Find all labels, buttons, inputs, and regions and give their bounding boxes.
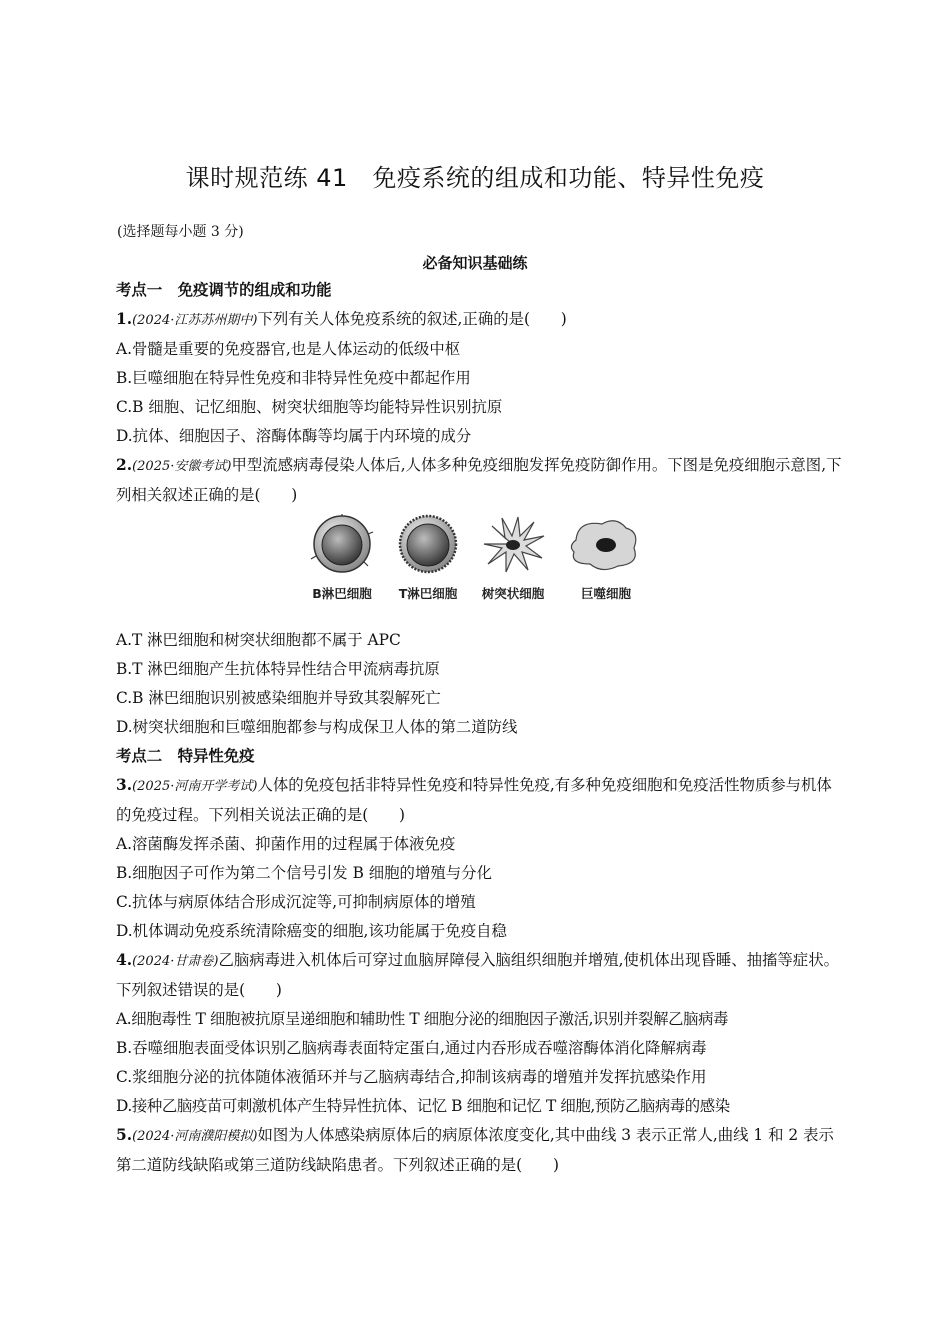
option-c: C.抗体与病原体结合形成沉淀等,可抑制病原体的增殖 bbox=[116, 893, 476, 911]
section-heading: 必备知识基础练 bbox=[422, 254, 528, 272]
question-number: 1 bbox=[116, 310, 127, 328]
topic-heading-2: 考点二 特异性免疫 bbox=[116, 747, 255, 765]
option-d: D.机体调动免疫系统清除癌变的细胞,该功能属于免疫自稳 bbox=[116, 922, 507, 940]
figure-label-t-lymphocyte: T淋巴细胞 bbox=[398, 586, 458, 601]
option-d: D.抗体、细胞因子、溶酶体酶等均属于内环境的成分 bbox=[116, 427, 472, 445]
question-text: 甲型流感病毒侵染人体后,人体多种免疫细胞发挥免疫防御作用。下图是免疫细胞示意图,下列相关叙述正确的是( ) bbox=[116, 456, 842, 504]
option-d: D.接种乙脑疫苗可刺激机体产生特异性抗体、记忆 B 细胞和记忆 T 细胞,预防乙脑病毒的感染 bbox=[116, 1097, 730, 1115]
option-a: A.细胞毒性 T 细胞被抗原呈递细胞和辅助性 T 细胞分泌的细胞因子激活,识别并裂解乙脑病毒 bbox=[116, 1010, 729, 1028]
question-source: (2025·安徽考试) bbox=[132, 459, 232, 474]
question-source: (2024·江苏苏州期中) bbox=[132, 313, 258, 328]
immune-cells-figure bbox=[116, 510, 844, 626]
question-4-stem: 4.(2024·甘肃卷)乙脑病毒进入机体后可穿过血脑屏障侵入脑组织细胞并增殖,使机体出现昏睡、抽搐等症状。下列叙述错误的是( ) bbox=[116, 951, 839, 999]
question-text: 人体的免疫包括非特异性免疫和特异性免疫,有多种免疫细胞和免疫活性物质参与机体的免疫过程。下列相关说法正确的是( ) bbox=[116, 776, 832, 824]
question-number: 5 bbox=[116, 1126, 127, 1144]
question-text: 乙脑病毒进入机体后可穿过血脑屏障侵入脑组织细胞并增殖,使机体出现昏睡、抽搐等症状。下列叙述错误的是( ) bbox=[116, 951, 839, 999]
option-b: B.巨噬细胞在特异性免疫和非特异性免疫中都起作用 bbox=[116, 369, 471, 387]
question-source: (2025·河南开学考试) bbox=[132, 779, 258, 794]
question-number: 3 bbox=[116, 776, 127, 794]
page-title: 课时规范练 41 免疫系统的组成和功能、特异性免疫 bbox=[185, 164, 765, 192]
question-number: 2 bbox=[116, 456, 127, 474]
question-2-stem: 2.(2025·安徽考试)甲型流感病毒侵染人体后,人体多种免疫细胞发挥免疫防御作用。下图是免疫细胞示意图,下列相关叙述正确的是( ) bbox=[116, 456, 842, 504]
option-c: C.B 细胞、记忆细胞、树突状细胞等均能特异性识别抗原 bbox=[116, 398, 503, 416]
questions-body bbox=[116, 276, 844, 1180]
option-a: A.T 淋巴细胞和树突状细胞都不属于 APC bbox=[116, 631, 401, 649]
question-3-stem: 3.(2025·河南开学考试)人体的免疫包括非特异性免疫和特异性免疫,有多种免疫细胞和免疫活性物质参与机体的免疫过程。下列相关说法正确的是( ) bbox=[116, 776, 832, 824]
figure-label-b-lymphocyte: B淋巴细胞 bbox=[312, 586, 372, 601]
figure-label-macrophage: 巨噬细胞 bbox=[580, 586, 632, 601]
b-lymphocyte-icon bbox=[311, 514, 373, 572]
question-source: (2024·河南濮阳模拟) bbox=[132, 1129, 258, 1144]
topic-heading-1: 考点一 免疫调节的组成和功能 bbox=[116, 281, 332, 299]
option-b: B.吞噬细胞表面受体识别乙脑病毒表面特定蛋白,通过内吞形成吞噬溶酶体消化降解病毒 bbox=[116, 1039, 707, 1057]
question-number: 4 bbox=[116, 951, 127, 969]
option-d: D.树突状细胞和巨噬细胞都参与构成保卫人体的第二道防线 bbox=[116, 718, 518, 736]
option-c: C.浆细胞分泌的抗体随体液循环并与乙脑病毒结合,抑制该病毒的增殖并发挥抗感染作用 bbox=[116, 1068, 707, 1086]
option-a: A.溶菌酶发挥杀菌、抑菌作用的过程属于体液免疫 bbox=[116, 835, 456, 853]
option-b: B.细胞因子可作为第二个信号引发 B 细胞的增殖与分化 bbox=[116, 864, 492, 882]
macrophage-icon bbox=[571, 521, 635, 570]
question-text: 如图为人体感染病原体后的病原体浓度变化,其中曲线 3 表示正常人,曲线 1 和 2 表示第二道防线缺陷或第三道防线缺陷患者。下列叙述正确的是( ) bbox=[116, 1126, 834, 1174]
figure-label-dendritic-cell: 树突状细胞 bbox=[481, 586, 545, 601]
question-source: (2024·甘肃卷) bbox=[132, 954, 219, 969]
option-c: C.B 淋巴细胞识别被感染细胞并导致其裂解死亡 bbox=[116, 689, 441, 707]
question-1-stem: 1.(2024·江苏苏州期中)下列有关人体免疫系统的叙述,正确的是( ) bbox=[116, 310, 567, 328]
t-lymphocyte-icon bbox=[400, 516, 456, 572]
option-a: A.骨髓是重要的免疫器官,也是人体运动的低级中枢 bbox=[116, 340, 461, 358]
score-note: (选择题每小题 3 分) bbox=[117, 224, 244, 240]
option-b: B.T 淋巴细胞产生抗体特异性结合甲流病毒抗原 bbox=[116, 660, 440, 678]
question-text: 下列有关人体免疫系统的叙述,正确的是( ) bbox=[257, 310, 567, 328]
dendritic-cell-icon bbox=[484, 517, 544, 572]
question-5-stem: 5.(2024·河南濮阳模拟)如图为人体感染病原体后的病原体浓度变化,其中曲线 3 表示正常人,曲线 1 和 2 表示第二道防线缺陷或第三道防线缺陷患者。下列叙述正确的是( ) bbox=[116, 1126, 834, 1174]
immune-cells-illustration bbox=[306, 514, 646, 604]
